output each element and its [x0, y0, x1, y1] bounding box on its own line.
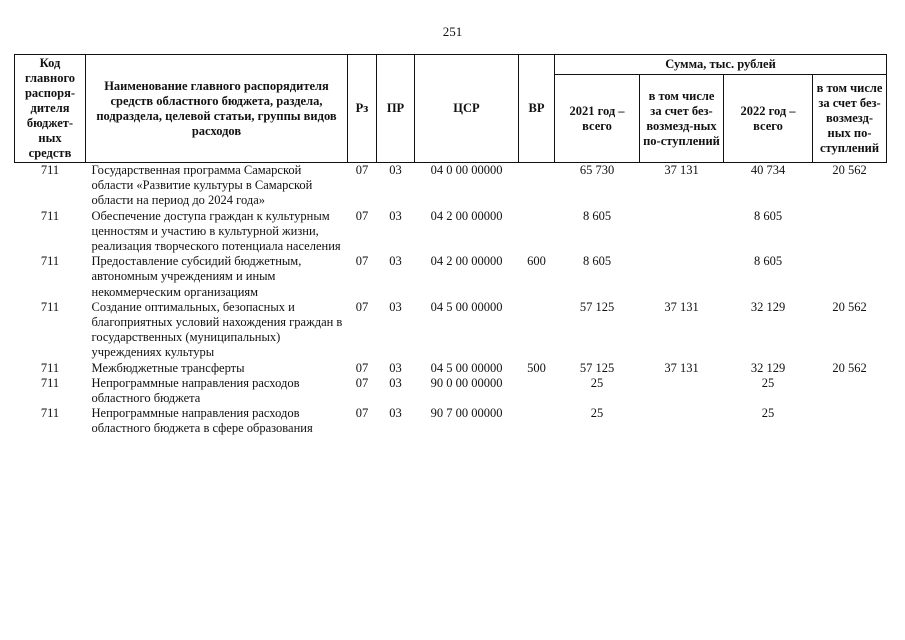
cell-code: 711: [40, 360, 60, 375]
cell-2022-free: [813, 209, 887, 255]
cell-name: Непрограммные направления расходов областного бюджета: [91, 375, 300, 406]
cell-pr: 03: [389, 375, 402, 390]
header-2021-free: в том числе за счет без-возмезд-ных по-ступлений: [640, 75, 724, 163]
cell-csr: 04 2 00 00000: [430, 208, 503, 223]
cell-2021-free: [640, 209, 724, 255]
budget-table: [14, 54, 887, 437]
header-2022-free: в том числе за счет без-возмезд-ных по-ступлений: [813, 75, 887, 163]
cell-name: Государственная программа Самарской области «Развитие культуры в Самарской области на период до 2024 года»: [91, 163, 313, 208]
cell-2022-free: [813, 254, 887, 300]
cell-rz: 07: [355, 254, 369, 269]
cell-code: 711: [40, 163, 60, 177]
cell-name: Межбюджетные трансферты: [91, 360, 245, 375]
page-number: 251: [442, 24, 463, 39]
cell-rz: 07: [355, 406, 369, 421]
cell-csr: 04 0 00 00000: [430, 163, 503, 177]
cell-2021: 65 730: [579, 163, 615, 177]
cell-2022: 25: [761, 375, 775, 390]
cell-csr: 90 7 00 00000: [430, 406, 503, 421]
table-row: [15, 406, 887, 436]
cell-pr: 03: [389, 208, 402, 223]
header-csr: ЦСР: [415, 55, 519, 163]
cell-2021: 25: [590, 406, 604, 421]
cell-2022: 25: [761, 406, 775, 421]
header-pr: ПР: [377, 55, 415, 163]
cell-pr: 03: [389, 254, 402, 269]
cell-pr: 03: [389, 406, 402, 421]
cell-vr: [519, 300, 555, 361]
cell-code: 711: [40, 208, 60, 223]
cell-pr: 03: [389, 299, 402, 314]
cell-2021-free: [640, 376, 724, 406]
cell-vr: 500: [527, 360, 546, 375]
cell-code: 711: [40, 299, 60, 314]
header-sum: Сумма, тыс. рублей: [555, 55, 887, 75]
cell-2022: 8 605: [753, 254, 783, 269]
cell-csr: 90 0 00 00000: [430, 375, 503, 390]
cell-name: Непрограммные направления расходов областного бюджета в сфере образования: [91, 406, 313, 436]
cell-2021-free: [640, 406, 724, 436]
header-2021: 2021 год – всего: [555, 75, 640, 163]
cell-2022: 40 734: [750, 163, 786, 177]
cell-2022-free: [813, 406, 887, 436]
cell-2022-free: 20 562: [832, 299, 867, 314]
cell-2021: 8 605: [582, 208, 612, 223]
cell-vr: 600: [527, 254, 546, 269]
cell-2021-free: 37 131: [664, 163, 699, 177]
header-rz: Рз: [348, 55, 377, 163]
cell-2021: 8 605: [582, 254, 612, 269]
table-row: [15, 254, 887, 300]
cell-rz: 07: [355, 360, 369, 375]
header-name: Наименование главного распорядителя средств областного бюджета, раздела, подраздела, целевой статьи, группы видов расходов: [86, 55, 348, 163]
cell-pr: 03: [389, 360, 402, 375]
table-row: [15, 376, 887, 406]
table-row: [15, 300, 887, 361]
cell-2021: 25: [590, 375, 604, 390]
header-2022: 2022 год – всего: [724, 75, 813, 163]
cell-code: 711: [40, 375, 60, 390]
cell-csr: 04 5 00 00000: [430, 360, 503, 375]
cell-2022: 32 129: [750, 360, 786, 375]
header-code: Код главного распоря-дителя бюджет-ных средств: [15, 55, 86, 163]
cell-vr: [519, 209, 555, 255]
cell-rz: 07: [355, 299, 369, 314]
cell-csr: 04 5 00 00000: [430, 299, 503, 314]
cell-rz: 07: [355, 375, 369, 390]
cell-2021-free: 37 131: [664, 299, 699, 314]
cell-vr: [519, 163, 555, 209]
cell-rz: 07: [355, 208, 369, 223]
cell-name: Создание оптимальных, безопасных и благоприятных условий нахождения граждан в государственных (муниципальных) учреждениях культуры: [91, 299, 343, 360]
cell-2022-free: 20 562: [832, 163, 867, 177]
cell-vr: [519, 376, 555, 406]
cell-2021-free: [640, 254, 724, 300]
cell-code: 711: [40, 254, 60, 269]
cell-2021: 57 125: [579, 299, 615, 314]
header-vr: ВР: [519, 55, 555, 163]
cell-name: Предоставление субсидий бюджетным, автономным учреждениям и иным некоммерческим организациям: [91, 254, 302, 299]
cell-pr: 03: [389, 163, 402, 177]
table-row: [15, 209, 887, 255]
cell-csr: 04 2 00 00000: [430, 254, 503, 269]
cell-2022: 32 129: [750, 299, 786, 314]
table-row: [15, 163, 887, 209]
cell-vr: [519, 406, 555, 436]
cell-code: 711: [40, 406, 60, 421]
table-row: [15, 361, 887, 376]
cell-2022-free: 20 562: [832, 360, 867, 375]
cell-2022: 8 605: [753, 208, 783, 223]
cell-2021: 57 125: [579, 360, 615, 375]
cell-2021-free: 37 131: [664, 360, 699, 375]
cell-2022-free: [813, 376, 887, 406]
cell-rz: 07: [355, 163, 369, 177]
cell-name: Обеспечение доступа граждан к культурным ценностям и участию в культурной жизни, реализация творческого потенциала населения: [91, 208, 341, 254]
